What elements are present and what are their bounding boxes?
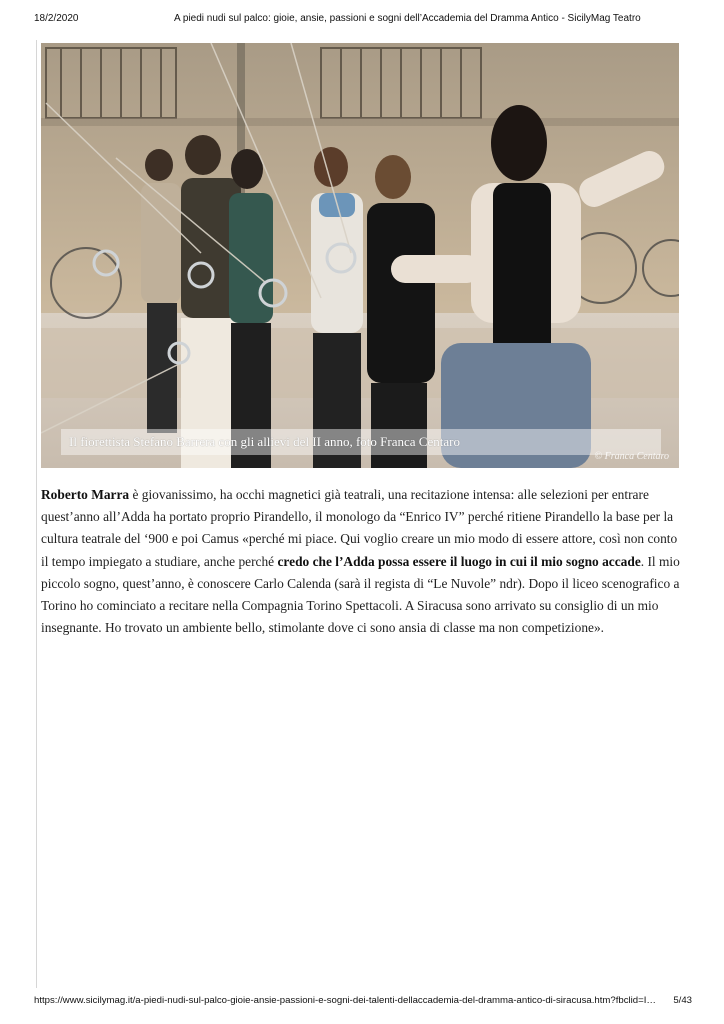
article-photo [41, 43, 679, 468]
paragraph-text-part-1: è giovanissimo, ha occhi magnetici già teatrali, una recitazione intensa: alle selezioni per entrare quest’anno all’Adda ha portato proprio Pirandello, il monologo da “Enrico IV” perché ritiene Pirandello la base per la cultura teatrale del ‘900 e poi Camus «perché mi piace. Qui voglio creare un mio modo di essere attore, così non conto il tempo impiegato a studiare, anche perché [41, 487, 678, 569]
article-body [41, 484, 681, 639]
fencing-class-photo-illustration [41, 43, 679, 468]
page-number: 5/43 [673, 995, 692, 1006]
print-page-title: A piedi nudi sul palco: gioie, ansie, passioni e sogni dell’Accademia del Dramma Antico - SicilyMag Teatro [174, 13, 641, 24]
print-date: 18/2/2020 [34, 13, 79, 24]
interviewee-name: Roberto Marra [41, 487, 130, 502]
photo-watermark: © Franca Centaro [594, 451, 669, 462]
print-url: https://www.sicilymag.it/a-piedi-nudi-sul-palco-gioie-ansie-passioni-e-sogni-dei-talenti-dellaccademia-del-dramma-antico-di-siracusa.htm?fbclid=I… [34, 995, 656, 1006]
paragraph-text-part-2: . Il mio piccolo sogno, quest’anno, è conoscere Carlo Calenda (sarà il regista di “Le Nuvole” ndr). Dopo il liceo scenografico a Torino ho cominciato a recitare nella Compagnia Torino Spettacoli. A Siracusa sono arrivato su consiglio di un mio insegnante. Ho trovato un ambiente bello, stimolante dove ci sono ansia di classe ma non competizione». [41, 553, 680, 636]
article-paragraph [41, 484, 681, 639]
photo-caption: Il fiorettista Stefano Barrera con gli allievi del II anno, foto Franca Centaro [61, 429, 661, 455]
left-margin-rule [36, 40, 37, 988]
highlighted-quote: credo che l’Adda possa essere il luogo in cui il mio sogno accade [277, 553, 641, 569]
print-header [34, 13, 690, 29]
